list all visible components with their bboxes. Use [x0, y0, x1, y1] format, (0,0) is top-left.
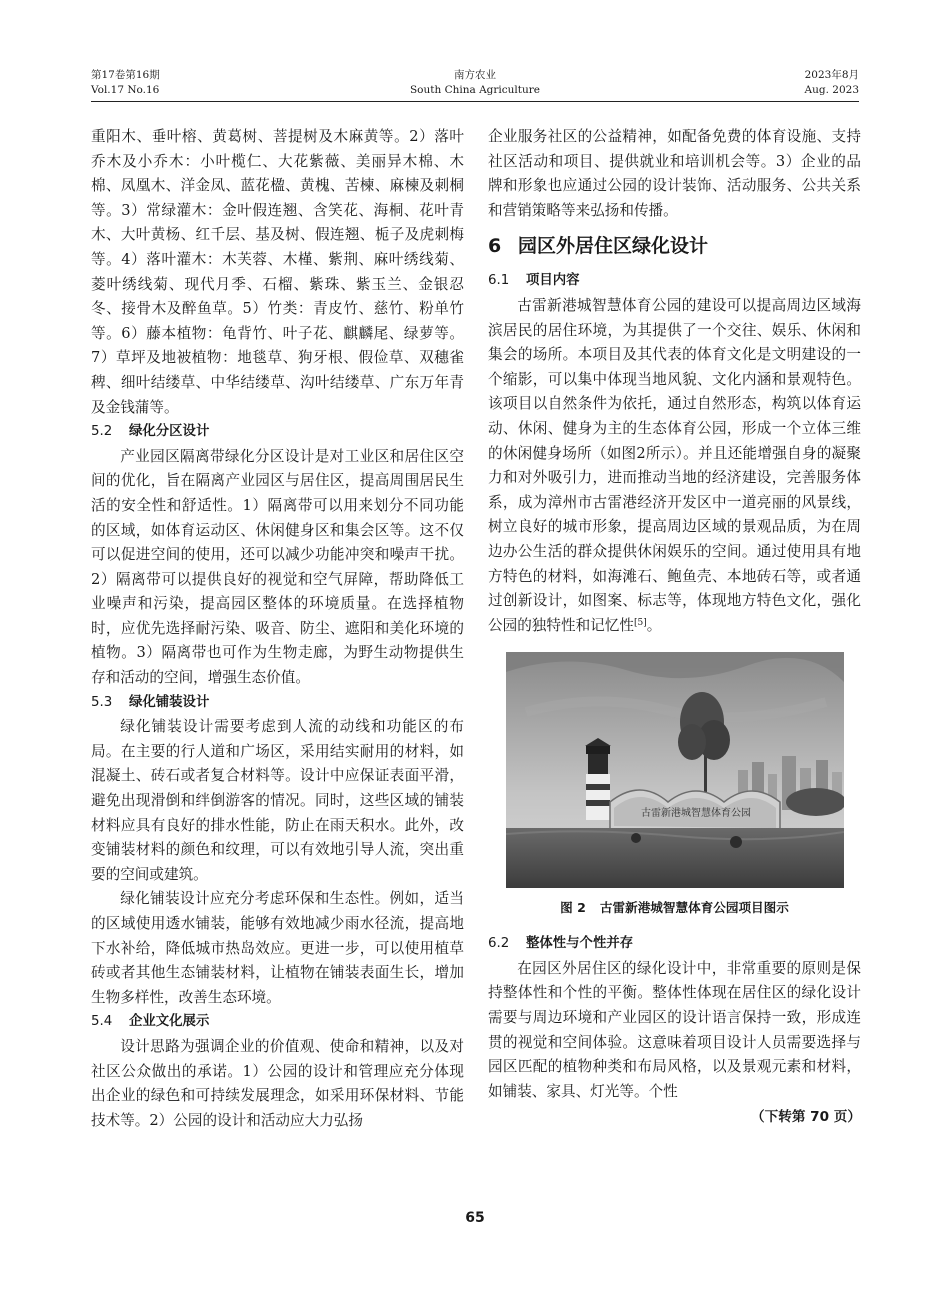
chapter-heading-6 — [488, 231, 861, 261]
citation-ref[interactable]: [5] — [633, 617, 647, 628]
chapter-number: 6 — [488, 235, 502, 258]
paragraph-plant-list: 重阳木、垂叶榕、黄葛树、菩提树及木麻黄等。2）落叶乔木及小乔木：小叶榄仁、大花紫薇、美丽异木棉、木棉、凤凰木、洋金凤、蓝花楹、黄槐、苦楝、麻楝及刺桐等。3）常绿灌木：金叶假连翘、含笑花、海桐、花叶青木、大叶黄杨、红千层、基及树、假连翘、栀子及虎刺梅等。4）落叶灌木：木芙蓉、木槿、紫荆、麻叶绣线菊、菱叶绣线菊、现代月季、石榴、紫珠、紫玉兰、金银忍冬、接骨木及醉鱼草。5）竹类：青皮竹、慈竹、粉单竹等。6）藤本植物：龟背竹、叶子花、麒麟尾、绿萝等。7）草坪及地被植物：地毯草、狗牙根、假俭草、双穗雀稗、细叶结缕草、中华结缕草、沟叶结缕草、广东万年青及金钱蒲等。 — [91, 128, 464, 416]
paragraph-5-4: 设计思路为强调企业的价值观、使命和精神，以及对社区公众做出的承诺。1）公园的设计和管理应充分体现出企业的绿色和可持续发展理念，如采用环保材料、节能技术等。2）公园的设计和活动应大力弘扬 — [91, 1037, 464, 1129]
section-title: 企业文化展示 — [129, 1014, 210, 1030]
header-date — [805, 68, 859, 98]
section-heading-5-2 — [91, 420, 464, 445]
park-sign-text: 古雷新港城智慧体育公园 — [640, 808, 751, 820]
header-date-cn: 2023年8月 — [804, 69, 859, 81]
paragraph-6-2: 在园区外居住区的绿化设计中，非常重要的原则是保持整体性和个性的平衡。整体性体现在居住区的绿化设计需要与周边环境和产业园区的设计语言保持一致，形成连贯的视觉和空间体验。这意味着项目设计人员需要选择与园区匹配的植物种类和布局风格，以及景观元素和材料，如铺装、家具、灯光等。个性 — [488, 959, 861, 1100]
section-number: 5.4 — [91, 1014, 113, 1030]
section-number: 5.2 — [91, 424, 113, 440]
section-title: 整体性与个性并存 — [526, 936, 634, 952]
section-heading-5-3 — [91, 691, 464, 716]
section-number: 5.3 — [91, 694, 113, 710]
header-rule — [91, 101, 859, 102]
header-journal-cn: 南方农业 — [454, 69, 496, 81]
header-volume-en: Vol.17 No.16 — [91, 84, 160, 96]
paragraph-6-1 — [488, 294, 861, 638]
header-journal-en: South China Agriculture — [409, 84, 540, 96]
paragraph-5-2: 产业园区隔离带绿化分区设计是对工业区和居住区空间的优化，旨在隔离产业园区与居住区，提高周围居民生活的安全性和舒适性。1）隔离带可以用来划分不同功能的区域，如体育运动区、休闲健身区和集会区等。这不仅可以促进空间的使用，还可以减少功能冲突和噪声干扰。2）隔离带可以提供良好的视觉和空气屏障，帮助降低工业噪声和污染，提高园区整体的环境质量。在选择植物时，应优先选择耐污染、吸音、防尘、遮阳和美化环境的植物。3）隔离带也可作为生物走廊，为野生动物提供生存和活动的空间，增强生态价值。 — [91, 447, 464, 687]
page-number: 65 — [465, 1210, 485, 1226]
paragraph-6-1-text: 古雷新港城智慧体育公园的建设可以提高周边区域海滨居民的居住环境，为其提供了一个交往、娱乐、休闲和集会的场所。本项目及其代表的体育文化是文明建设的一个缩影，可以集中体现当地风貌、文化内涵和景观特色。该项目以自然条件为依托，通过自然形态，构筑以体育运动、休闲、健身为主的生态体育公园，形成一个立体三维的休闲健身场所（如图2所示）。并且还能增强自身的凝聚力和对外吸引力，进而推动当地的经济建设，完善服务体系，成为漳州市古雷港经济开发区中一道亮丽的风景线，树立良好的城市形象，提高周边区域的景观品质，为在周边办公生活的群众提供休闲娱乐的空间。通过使用具有地方特色的材料，如海滩石、鲍鱼壳、本地砖石等，或者通过创新设计，如图案、标志等，体现地方特色文化，强化公园的独特性和记忆性 — [488, 296, 861, 634]
section-number: 6.2 — [488, 936, 510, 952]
park-photo-illustration — [506, 652, 844, 888]
header-date-en: Aug. 2023 — [804, 84, 859, 96]
paragraph-5-3-b: 绿化铺装设计应充分考虑环保和生态性。例如，适当的区域使用透水铺装，能够有效地减少雨水径流，提高地下水补给，降低城市热岛效应。更进一步，可以使用植草砖或者其他生态铺装材料，让植物在铺装表面生长，增加生物多样性，改善生态环境。 — [91, 890, 464, 1006]
section-title: 项目内容 — [526, 273, 580, 289]
right-column — [488, 125, 861, 1128]
figure-title: 古雷新港城智慧体育公园项目图示 — [599, 900, 789, 916]
header-volume-cn: 第17卷第16期 — [91, 69, 160, 81]
section-heading-6-1 — [488, 269, 861, 294]
section-title: 绿化分区设计 — [129, 424, 210, 440]
paragraph-6-1-end: 。 — [646, 616, 662, 634]
running-header — [91, 68, 859, 102]
section-heading-5-4 — [91, 1010, 464, 1035]
paragraph-5-3-a: 绿化铺装设计需要考虑到人流的动线和功能区的布局。在主要的行人道和广场区，采用结实耐用的材料，如混凝土、砖石或者复合材料等。设计中应保证表面平滑，避免出现滑倒和绊倒游客的情况。同时，这些区域的铺装材料应具有良好的排水性能，防止在雨天积水。此外，改变铺装材料的颜色和纹理，可以有效地引导人流，突出重要的空间或建筑。 — [91, 718, 464, 883]
figure-2-photo — [506, 652, 844, 888]
header-journal — [91, 68, 859, 98]
figure-number: 图 2 — [560, 900, 586, 916]
continued-note: （下转第 70 页） — [751, 1109, 861, 1126]
section-title: 绿化铺装设计 — [129, 694, 210, 710]
chapter-title: 园区外居住区绿化设计 — [518, 235, 709, 258]
section-number: 6.1 — [488, 273, 510, 289]
section-heading-6-2 — [488, 932, 861, 957]
figure-2-caption — [488, 898, 861, 918]
left-column — [91, 125, 464, 1133]
paragraph-5-4-continued: 企业服务社区的公益精神，如配备免费的体育设施、支持社区活动和项目、提供就业和培训机会等。3）企业的品牌和形象也应通过公园的设计装饰、活动服务、公共关系和营销策略等来弘扬和传播。 — [488, 128, 861, 219]
